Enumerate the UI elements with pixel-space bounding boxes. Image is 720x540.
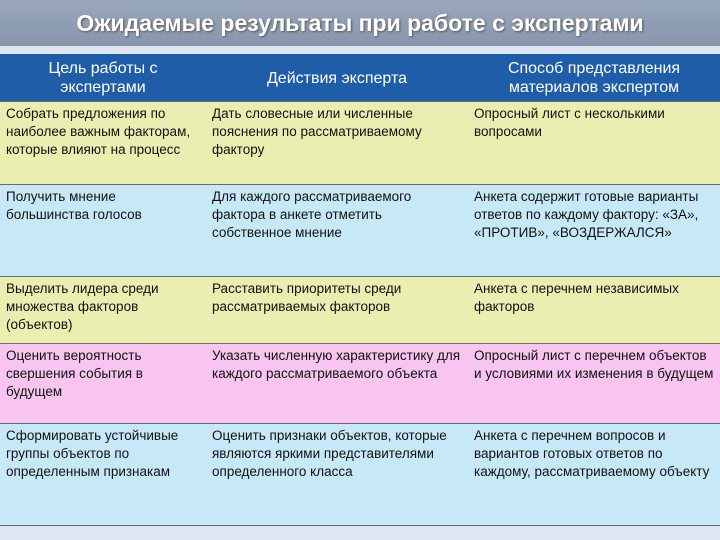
table-row: [0, 102, 720, 185]
cell-goal: Получить мнение большинства голосов: [0, 185, 206, 277]
column-header-goal: Цель работы с экспертами: [0, 54, 206, 102]
column-header-action: Действия эксперта: [206, 54, 468, 102]
cell-action: Оценить признаки объектов, которые являются яркими представителями определенного класса: [206, 424, 468, 526]
cell-method: Опросный лист с несколькими вопросами: [468, 102, 720, 185]
cell-action: Указать численную характеристику для каждого рассматриваемого объекта: [206, 344, 468, 424]
column-header-method: Способ представления материалов экспертом: [468, 54, 720, 102]
cell-goal: Оценить вероятность свершения события в будущем: [0, 344, 206, 424]
cell-method: Опросный лист с перечнем объектов и условиями их изменения в будущем: [468, 344, 720, 424]
table-row: [0, 344, 720, 424]
cell-goal: Сформировать устойчивые группы объектов по определенным признакам: [0, 424, 206, 526]
cell-action: Для каждого рассматриваемого фактора в анкете отметить собственное мнение: [206, 185, 468, 277]
cell-goal: Собрать предложения по наиболее важным факторам, которые влияют на процесс: [0, 102, 206, 185]
cell-action: Расставить приоритеты среди рассматриваемых факторов: [206, 277, 468, 344]
cell-goal: Выделить лидера среди множества факторов (объектов): [0, 277, 206, 344]
cell-method: Анкета содержит готовые варианты ответов по каждому фактору: «ЗА», «ПРОТИВ», «ВОЗДЕРЖАЛСЯ»: [468, 185, 720, 277]
results-table: [0, 54, 720, 526]
cell-method: Анкета с перечнем независимых факторов: [468, 277, 720, 344]
table-header-row: [0, 54, 720, 102]
cell-method: Анкета с перечнем вопросов и вариантов готовых ответов по каждому, рассматриваемому объекту: [468, 424, 720, 526]
slide-title: Ожидаемые результаты при работе с экспертами: [0, 0, 720, 46]
table-row: [0, 277, 720, 344]
table-row: [0, 185, 720, 277]
table-row: [0, 424, 720, 526]
cell-action: Дать словесные или численные пояснения по рассматриваемому фактору: [206, 102, 468, 185]
